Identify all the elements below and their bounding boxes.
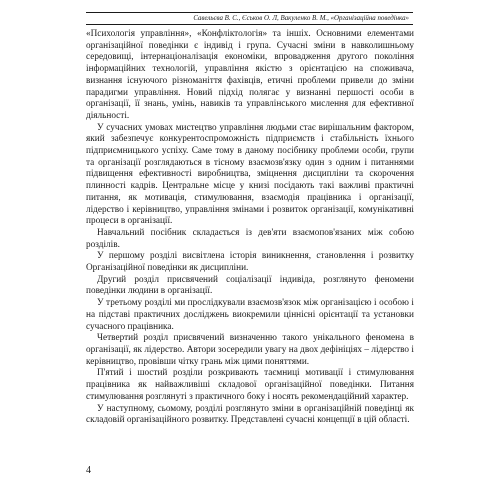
page-number: 4 [86,465,91,476]
paragraph: Другий розділ присвячений соціалізації індивіда, розглянуто феномени поведінки людини в організації. [86,274,414,297]
main-text [86,29,414,427]
paragraph: «Психологія управління», «Конфліктологія» та іншіх. Основними елементами організаційної поведінки є індивід і група. Сучасні зміни в навколишньому середовищі, інтернаціоналізація економіки, впровадження другого покоління інформаційних технологій, управління якістю з орієнтацією на споживача, визнання існуючого різноманіття фахівців, етичні проблеми привели до зміни парадигми управління. Новий підхід полягає у визнанні першості особи в організації, її знань, умінь, навиків та управлінського мислення для ефективної діяльності. [86,29,414,121]
paragraph: У сучасних умовах мистецтво управління людьми стає вирішальним фактором, який забезпечує конкурентоспроможність підприємств і стабільність їхнього підприємницького успіху. Саме тому в даному посібнику проблеми особи, групи та організації розглядаються в тісному взаємозв'язку один з одним і питаннями підвищення ефективності виробництва, зміцнення дисципліни та скорочення плинності кадрів. Центральне місце у книзі посідають такі важливі практичні питання, як мотивація, стимулювання, взаємодія працівника і організації, лідерство і керівництво, управління змінами і розвиток організації, комунікативні процеси в організації. [86,122,414,227]
paragraph: У першому розділі висвітлена історія виникнення, становлення і розвитку Організаційної поведінки як дисципліни. [86,251,414,274]
paragraph: У третьому розділі ми прослідкували взаємозв'язок між організацією і особою і на підставі практичних досліджень виокремили ціннісні орієнтації та установки сучасного працівника. [86,298,414,332]
paragraph: П'ятий і шостий розділи розкривають таємниці мотивації і стимулювання працівника як найважливіші складової організаційної поведінки. Питання стимулювання розглянуті з практичного боку і носять рекомендаційний характер. [86,368,414,402]
paragraph: У наступному, сьомому, розділі розглянуто зміни в організаційній поведінці як складовій організаційного розвитку. Представлені сучасні концепції в цій області. [86,403,414,426]
running-header [86,12,413,25]
paragraph: Четвертий розділ присвячений визначенню такого унікального феномена в організації, як лідерство. Автори зосередили увагу на двох дефініціях – лідерство і керівництво, провівши чітку грань між цими поняттями. [86,333,414,367]
paragraph: Навчальний посібник складається із дев'яти взаємопов'язаних між собою розділів. [86,227,414,250]
running-header-title: Савельєва В. С., Єськов О. Л, Вакуленко В. М., «Організаційна поведінка» [193,15,409,22]
